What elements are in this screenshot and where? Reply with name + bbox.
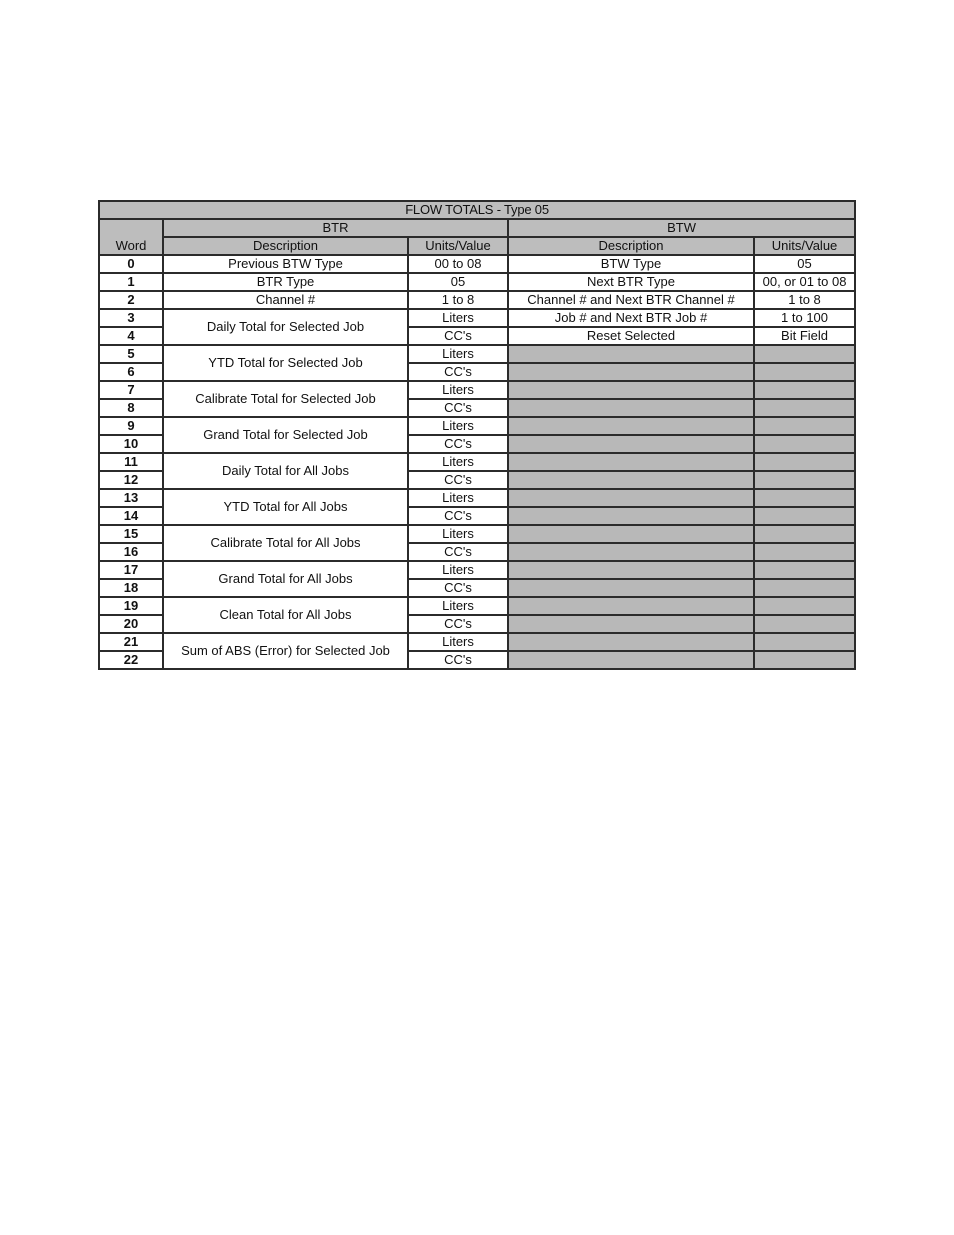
btw-description: Job # and Next BTR Job # bbox=[508, 309, 754, 327]
btr-units: CC's bbox=[408, 579, 508, 597]
btr-description: Clean Total for All Jobs bbox=[163, 597, 408, 633]
word-header bbox=[99, 219, 163, 255]
btr-description: Sum of ABS (Error) for Selected Job bbox=[163, 633, 408, 669]
table-row bbox=[99, 561, 855, 579]
btw-description-unused bbox=[508, 489, 754, 507]
btw-description-unused bbox=[508, 633, 754, 651]
table-row bbox=[99, 525, 855, 543]
word-number: 12 bbox=[99, 471, 163, 489]
btr-description: Grand Total for Selected Job bbox=[163, 417, 408, 453]
btw-units: 00, or 01 to 08 bbox=[754, 273, 855, 291]
word-number: 19 bbox=[99, 597, 163, 615]
group-header-row bbox=[99, 219, 855, 237]
word-number: 0 bbox=[99, 255, 163, 273]
word-number: 21 bbox=[99, 633, 163, 651]
btr-units: Liters bbox=[408, 309, 508, 327]
btw-description: Channel # and Next BTR Channel # bbox=[508, 291, 754, 309]
table-row bbox=[99, 489, 855, 507]
btw-units-unused bbox=[754, 579, 855, 597]
btr-units: 1 to 8 bbox=[408, 291, 508, 309]
btw-description-unused bbox=[508, 543, 754, 561]
btw-units-unused bbox=[754, 543, 855, 561]
word-number: 20 bbox=[99, 615, 163, 633]
btr-description: Previous BTW Type bbox=[163, 255, 408, 273]
btw-description-unused bbox=[508, 363, 754, 381]
table-title: FLOW TOTALS - Type 05 bbox=[99, 201, 855, 219]
word-number: 2 bbox=[99, 291, 163, 309]
btr-units: Liters bbox=[408, 561, 508, 579]
btw-units-unused bbox=[754, 345, 855, 363]
btr-description: YTD Total for Selected Job bbox=[163, 345, 408, 381]
btw-description-unused bbox=[508, 597, 754, 615]
btw-description: Next BTR Type bbox=[508, 273, 754, 291]
btr-units: CC's bbox=[408, 471, 508, 489]
btw-description-unused bbox=[508, 471, 754, 489]
btw-description-unused bbox=[508, 615, 754, 633]
btr-description: Channel # bbox=[163, 291, 408, 309]
table-row bbox=[99, 255, 855, 273]
btw-units-unused bbox=[754, 417, 855, 435]
word-number: 10 bbox=[99, 435, 163, 453]
word-number: 8 bbox=[99, 399, 163, 417]
btw-description-unused bbox=[508, 651, 754, 669]
word-number: 18 bbox=[99, 579, 163, 597]
btr-units: Liters bbox=[408, 345, 508, 363]
table-row bbox=[99, 381, 855, 399]
table-row bbox=[99, 453, 855, 471]
word-number: 11 bbox=[99, 453, 163, 471]
table-row bbox=[99, 345, 855, 363]
btr-units: Liters bbox=[408, 489, 508, 507]
btw-description-unused bbox=[508, 399, 754, 417]
word-number: 13 bbox=[99, 489, 163, 507]
btr-description: Grand Total for All Jobs bbox=[163, 561, 408, 597]
btr-units: Liters bbox=[408, 525, 508, 543]
btw-units-unused bbox=[754, 507, 855, 525]
flow-totals-table bbox=[98, 200, 856, 670]
btw-group-header: BTW bbox=[508, 219, 855, 237]
btw-units-unused bbox=[754, 435, 855, 453]
btw-description-unused bbox=[508, 453, 754, 471]
word-number: 4 bbox=[99, 327, 163, 345]
btr-description: BTR Type bbox=[163, 273, 408, 291]
btr-description: Calibrate Total for Selected Job bbox=[163, 381, 408, 417]
btw-units-unused bbox=[754, 399, 855, 417]
btw-units: 1 to 100 bbox=[754, 309, 855, 327]
word-number: 16 bbox=[99, 543, 163, 561]
btr-units: Liters bbox=[408, 597, 508, 615]
flow-totals-table-wrap bbox=[98, 200, 854, 670]
btw-description-unused bbox=[508, 417, 754, 435]
btr-description: YTD Total for All Jobs bbox=[163, 489, 408, 525]
word-number: 6 bbox=[99, 363, 163, 381]
btw-description-unused bbox=[508, 561, 754, 579]
btw-description-unused bbox=[508, 381, 754, 399]
btr-units: Liters bbox=[408, 453, 508, 471]
btr-units: Liters bbox=[408, 381, 508, 399]
btw-units-unused bbox=[754, 489, 855, 507]
btr-units: CC's bbox=[408, 399, 508, 417]
word-number: 7 bbox=[99, 381, 163, 399]
btw-description-unused bbox=[508, 345, 754, 363]
word-number: 5 bbox=[99, 345, 163, 363]
btr-description: Daily Total for Selected Job bbox=[163, 309, 408, 345]
btw-units-unused bbox=[754, 615, 855, 633]
btr-units-header: Units/Value bbox=[408, 237, 508, 255]
btw-description-unused bbox=[508, 579, 754, 597]
btr-group-header: BTR bbox=[163, 219, 508, 237]
word-number: 3 bbox=[99, 309, 163, 327]
column-header-row bbox=[99, 237, 855, 255]
btr-units: CC's bbox=[408, 615, 508, 633]
title-row bbox=[99, 201, 855, 219]
btr-units: CC's bbox=[408, 435, 508, 453]
btr-units: CC's bbox=[408, 363, 508, 381]
btw-description-unused bbox=[508, 507, 754, 525]
btr-units: CC's bbox=[408, 327, 508, 345]
btr-units: 05 bbox=[408, 273, 508, 291]
btw-units-unused bbox=[754, 633, 855, 651]
btr-units: Liters bbox=[408, 633, 508, 651]
btw-units: Bit Field bbox=[754, 327, 855, 345]
btw-units-unused bbox=[754, 597, 855, 615]
word-number: 9 bbox=[99, 417, 163, 435]
table-row bbox=[99, 633, 855, 651]
btr-units: Liters bbox=[408, 417, 508, 435]
btw-description-unused bbox=[508, 435, 754, 453]
btr-description: Calibrate Total for All Jobs bbox=[163, 525, 408, 561]
btw-units: 05 bbox=[754, 255, 855, 273]
word-number: 1 bbox=[99, 273, 163, 291]
btw-units-header: Units/Value bbox=[754, 237, 855, 255]
table-row bbox=[99, 291, 855, 309]
word-number: 15 bbox=[99, 525, 163, 543]
btw-units: 1 to 8 bbox=[754, 291, 855, 309]
btw-units-unused bbox=[754, 471, 855, 489]
btr-description-header: Description bbox=[163, 237, 408, 255]
table-row bbox=[99, 309, 855, 327]
table-row bbox=[99, 597, 855, 615]
btw-units-unused bbox=[754, 561, 855, 579]
btw-units-unused bbox=[754, 363, 855, 381]
word-number: 14 bbox=[99, 507, 163, 525]
btr-units: CC's bbox=[408, 651, 508, 669]
btw-description: Reset Selected bbox=[508, 327, 754, 345]
btw-units-unused bbox=[754, 651, 855, 669]
btw-description: BTW Type bbox=[508, 255, 754, 273]
btw-units-unused bbox=[754, 525, 855, 543]
btr-units: 00 to 08 bbox=[408, 255, 508, 273]
btw-units-unused bbox=[754, 453, 855, 471]
btr-units: CC's bbox=[408, 543, 508, 561]
word-header-label: Word bbox=[115, 238, 147, 253]
btr-description: Daily Total for All Jobs bbox=[163, 453, 408, 489]
table-row bbox=[99, 417, 855, 435]
btw-units-unused bbox=[754, 381, 855, 399]
btw-description-unused bbox=[508, 525, 754, 543]
btw-description-header: Description bbox=[508, 237, 754, 255]
word-number: 22 bbox=[99, 651, 163, 669]
btr-units: CC's bbox=[408, 507, 508, 525]
table-row bbox=[99, 273, 855, 291]
word-number: 17 bbox=[99, 561, 163, 579]
